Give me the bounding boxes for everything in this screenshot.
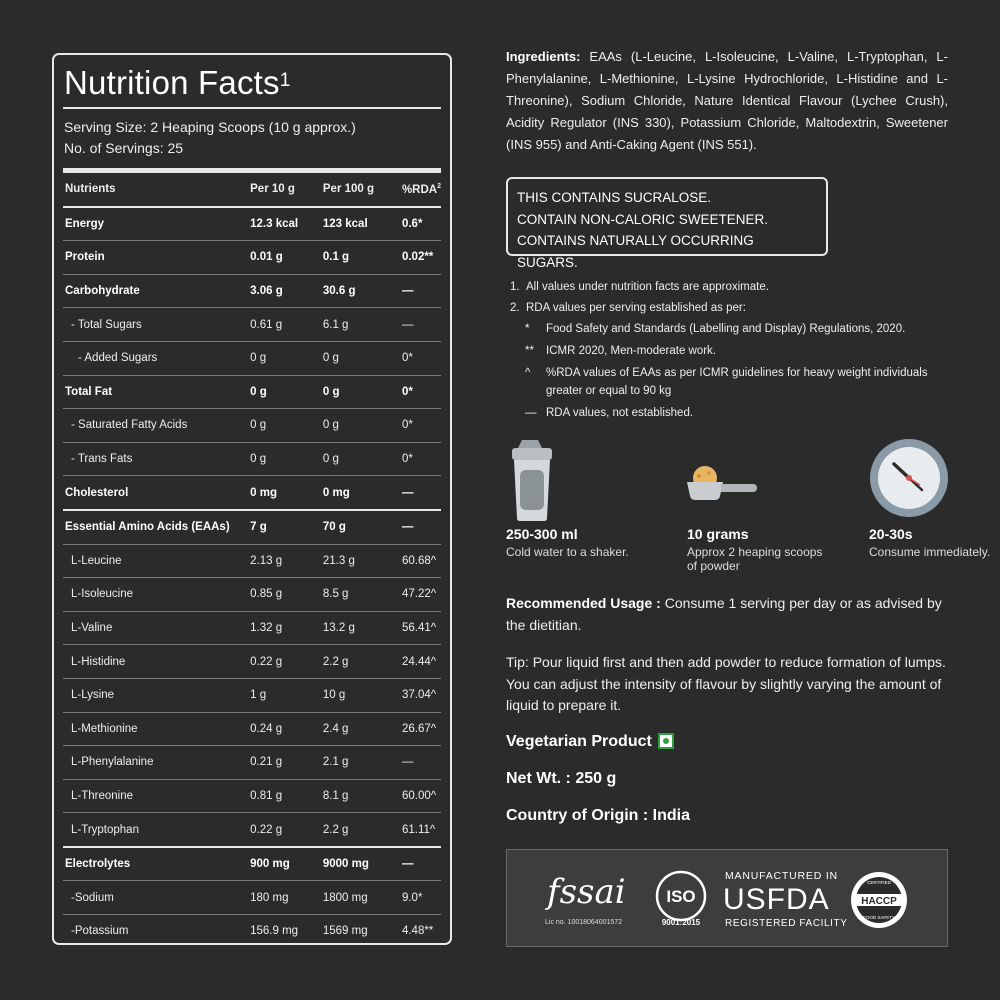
warning-line: CONTAIN NON-CALORIC SWEETENER.: [517, 211, 769, 227]
nutrient-name: - Trans Fats: [63, 442, 250, 476]
per-10g-value: 156.9 mg: [250, 925, 299, 938]
table-row: [63, 409, 441, 443]
rda-value: 0*: [402, 409, 441, 443]
sweetener-warning-box: [506, 177, 828, 270]
rda-value: 61.11^: [402, 813, 441, 847]
table-row: [63, 847, 441, 881]
per-10g-value: 0.24 g: [250, 712, 323, 746]
table-row: [63, 476, 441, 510]
per-10g-value: 0.22 g: [250, 813, 323, 847]
per-100g-value: 0 g: [323, 409, 402, 443]
rda-value: 56.41^: [402, 611, 441, 645]
per-10g-value: 180 mg: [250, 881, 323, 915]
serving-info: [63, 117, 441, 159]
clock-icon: [869, 438, 1000, 522]
rda-value: 24.44^: [402, 645, 441, 679]
per-10g-value: 12.3 kcal: [250, 207, 323, 241]
rda-value: —: [402, 274, 441, 308]
per-100g-value: 0.1 g: [323, 241, 402, 275]
per-10g-value: 0.22 g: [250, 645, 323, 679]
table-row: [63, 241, 441, 275]
rda-source-fssai: * Food Safety and Standards (Labelling and Display) Regulations, 2020.: [525, 323, 906, 335]
table-row: [63, 881, 441, 915]
warning-line: THIS CONTAINS SUCRALOSE.: [517, 190, 712, 205]
nutrient-name: L-Methionine: [63, 712, 250, 746]
rda-source-icmr: ** ICMR 2020, Men-moderate work.: [525, 345, 717, 357]
step-value: 250-300 ml: [506, 526, 578, 542]
rda-value: 26.67^: [402, 712, 441, 746]
usage-label: Recommended Usage :: [506, 595, 661, 611]
nutrient-name: Carbohydrate: [63, 274, 250, 308]
footnote-2: 2. RDA values per serving established as per:: [510, 302, 746, 314]
usfda-bottom-text: REGISTERED FACILITY: [725, 918, 848, 929]
footnotes: [510, 278, 950, 426]
nutrition-table: [63, 173, 441, 948]
table-row: [63, 578, 441, 612]
rda-value: 0*: [402, 375, 441, 409]
haccp-seal-icon: [849, 870, 909, 930]
step-description: Cold water to a shaker.: [506, 545, 629, 559]
rda-value: 47.22^: [402, 578, 441, 612]
step-description: Approx 2 heaping scoops of powder: [687, 545, 823, 573]
per-100g-value: 2.2 g: [323, 813, 402, 847]
warning-line: CONTAINS NATURALLY OCCURRING SUGARS.: [517, 233, 754, 270]
nutrient-name: - Added Sugars: [63, 341, 250, 375]
per-10g-value: 3.06 g: [250, 274, 323, 308]
usfda-top-text: MANUFACTURED IN: [725, 870, 838, 882]
rda-not-established: — RDA values, not established.: [525, 407, 694, 419]
per-10g-value: 1 g: [250, 678, 323, 712]
per-100g-value: 2.2 g: [323, 645, 402, 679]
certifications-bar: [506, 849, 948, 947]
rda-value: 0*: [402, 442, 441, 476]
per-10g-value: 0 g: [250, 341, 323, 375]
table-row: [63, 341, 441, 375]
fssai-logo: fssai: [547, 872, 626, 912]
shaker-icon: [506, 438, 646, 522]
nutrient-name: L-Histidine: [63, 645, 250, 679]
per-100g-value: 123 kcal: [323, 207, 402, 241]
iso-text: ISO: [666, 887, 696, 906]
table-row: [63, 611, 441, 645]
rda-value: 0.02**: [402, 241, 441, 275]
nutrition-facts-panel: [52, 53, 452, 945]
table-row: [63, 712, 441, 746]
table-row: [63, 375, 441, 409]
ingredients-text: [506, 46, 948, 156]
step-value: 20-30s: [869, 526, 913, 542]
table-row: [63, 678, 441, 712]
per-100g-value: 0 mg: [323, 476, 402, 510]
divider: [63, 107, 441, 109]
per-100g-value: 13.2 g: [323, 611, 402, 645]
country-of-origin: Country of Origin : India: [506, 807, 690, 824]
rda-value: —: [402, 510, 441, 544]
per-10g-value: 0 g: [250, 409, 323, 443]
table-header-row: [63, 173, 441, 207]
per-10g-value: 7 g: [250, 510, 323, 544]
step-powder: [687, 438, 827, 573]
rda-value: 60.68^: [402, 544, 441, 578]
rda-value: —: [402, 746, 441, 780]
usage-text: Consume 1 serving per day or as advised by the dietitian.: [506, 595, 942, 633]
scoop-icon: [687, 438, 827, 522]
iso-standard: 9001:2015: [661, 918, 701, 927]
step-description: Consume immediately.: [869, 545, 991, 559]
nutrient-name: L-Leucine: [63, 544, 250, 578]
rda-value: —: [402, 476, 441, 510]
step-value: 10 grams: [687, 526, 749, 542]
haccp-ring-top: CERTIFIED: [867, 880, 891, 885]
per-100g-value: 1800 mg: [323, 881, 402, 915]
ingredients-list: EAAs (L-Leucine, L-Isoleucine, L-Valine, L-Tryptophan, L-Phenylalanine, L-Methionine, L-Lysine Hydrochloride, L-Histidine and L-Threonine), Sodium Chloride, Nature Identical Flavour (Lychee Crush), Acidity Regulator (INS 330), Potassium Chloride, Maltodextrin, Sweetener (INS 955) and Anti-Caking Agent (INS 551).: [506, 49, 948, 152]
per-10g-value: 0.61 g: [250, 308, 323, 342]
step-water: [506, 438, 646, 559]
per-10g-value: 0.01 g: [250, 241, 323, 275]
nutrient-name: - Saturated Fatty Acids: [63, 409, 250, 443]
table-row: [63, 308, 441, 342]
footnote-1: 1. All values under nutrition facts are approximate.: [510, 281, 769, 293]
nutrient-name: Cholesterol: [63, 476, 250, 510]
table-row: [63, 915, 441, 948]
rda-value: —: [402, 847, 441, 881]
per-100g-value: 1569 mg: [322, 925, 368, 938]
step-consume: [869, 438, 1000, 559]
per-100g-value: 8.1 g: [323, 779, 402, 813]
rda-value: 37.04^: [402, 678, 441, 712]
per-100g-value: 21.3 g: [323, 544, 402, 578]
rda-value: —: [402, 308, 441, 342]
header-nutrients: Nutrients: [63, 173, 250, 207]
table-row: [63, 813, 441, 847]
per-100g-value: 0 g: [323, 341, 402, 375]
haccp-ring-bottom: FOOD SAFETY: [863, 915, 895, 920]
per-10g-value: 0.81 g: [250, 779, 323, 813]
nutrient-name: L-Tryptophan: [63, 813, 250, 847]
per-100g-value: 70 g: [323, 510, 402, 544]
table-row: [63, 442, 441, 476]
net-weight: Net Wt. : 250 g: [506, 770, 617, 787]
header-per-10g: Per 10 g: [250, 173, 323, 207]
per-100g-value: 30.6 g: [323, 274, 402, 308]
per-10g-value: 0 mg: [250, 476, 323, 510]
rda-value: 4.48**: [401, 925, 434, 938]
nutrient-name: Essential Amino Acids (EAAs): [63, 510, 250, 544]
per-100g-value: 8.5 g: [323, 578, 402, 612]
nutrient-name: - Total Sugars: [63, 308, 250, 342]
nutrient-name: Total Fat: [63, 375, 250, 409]
per-100g-value: 6.1 g: [323, 308, 402, 342]
rda-value: 0.6*: [402, 207, 441, 241]
rda-value: 0*: [402, 341, 441, 375]
per-10g-value: 0.21 g: [250, 746, 323, 780]
nutrient-name: Electrolytes: [63, 847, 250, 881]
table-row: [63, 779, 441, 813]
nutrient-name: Energy: [63, 207, 250, 241]
usfda-text: USFDA: [723, 883, 830, 916]
per-10g-value: 0 g: [250, 375, 323, 409]
per-10g-value: 900 mg: [250, 847, 323, 881]
nutrient-name: L-Lysine: [63, 678, 250, 712]
servings-count: No. of Servings: 25: [64, 140, 184, 156]
fssai-license: Lic no. 10018064001572: [545, 919, 623, 926]
serving-size: Serving Size: 2 Heaping Scoops (10 g approx.): [64, 119, 356, 135]
veg-mark-icon: [658, 733, 674, 749]
per-10g-value: 0 g: [250, 442, 323, 476]
recommended-usage: [506, 593, 948, 636]
table-row: [63, 510, 441, 544]
per-100g-value: 2.4 g: [323, 712, 402, 746]
nutrient-name: -Potassium: [71, 925, 129, 938]
nutrient-name: L-Isoleucine: [63, 578, 250, 612]
table-row: [63, 544, 441, 578]
per-100g-value: 2.1 g: [323, 746, 402, 780]
header-per-100g: Per 100 g: [323, 173, 402, 207]
haccp-text: HACCP: [861, 896, 897, 907]
per-10g-value: 1.32 g: [250, 611, 323, 645]
title-text: Nutrition Facts: [64, 64, 280, 101]
vegetarian-label: Vegetarian Product: [506, 733, 674, 751]
nutrition-facts-title: [63, 64, 441, 102]
rda-footnote: 2: [437, 182, 441, 190]
nutrient-name: L-Valine: [63, 611, 250, 645]
rda-value: 60.00^: [402, 779, 441, 813]
header-rda: [402, 173, 441, 207]
table-row: [63, 207, 441, 241]
preparation-tip: Tip: Pour liquid first and then add powder to reduce formation of lumps. You can adjust the intensity of flavour by slightly varying the amount of liquid to prepare it.: [506, 654, 946, 713]
rda-label: %RDA: [401, 183, 438, 196]
per-100g-value: 10 g: [323, 678, 402, 712]
table-row: [63, 645, 441, 679]
per-10g-value: 0.85 g: [250, 578, 323, 612]
iso-logo-icon: [655, 870, 707, 922]
nutrient-name: -Sodium: [63, 881, 250, 915]
per-10g-value: 2.13 g: [250, 544, 323, 578]
nutrient-name: Protein: [63, 241, 250, 275]
title-footnote: 1: [279, 70, 291, 91]
ingredients-label: Ingredients:: [506, 49, 581, 64]
per-100g-value: 0 g: [323, 375, 402, 409]
table-row: [63, 746, 441, 780]
nutrient-name: L-Threonine: [63, 779, 250, 813]
per-100g-value: 0 g: [323, 442, 402, 476]
rda-value: 9.0*: [402, 881, 441, 915]
per-100g-value: 9000 mg: [323, 847, 402, 881]
table-row: [63, 274, 441, 308]
rda-source-eaa: ^ %RDA values of EAAs as per ICMR guidelines for heavy weight individuals greater or equal to 90 kg: [525, 367, 928, 397]
nutrient-name: L-Phenylalanine: [63, 746, 250, 780]
